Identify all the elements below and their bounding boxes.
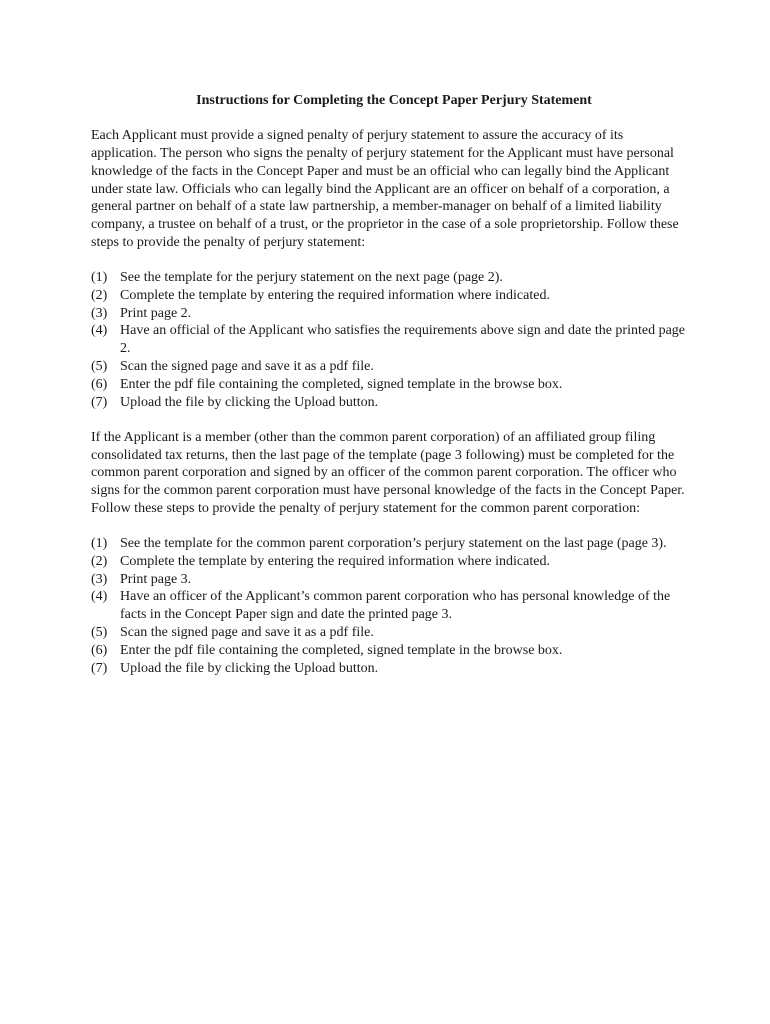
step-number: (4) (91, 589, 108, 605)
list-item (91, 358, 691, 376)
list-item (91, 287, 691, 305)
step-number: (4) (91, 323, 108, 339)
list-item (91, 322, 691, 358)
step-text: Upload the file by clicking the Upload button. (120, 394, 379, 410)
step-text: Have an officer of the Applicant’s common parent corporation who has personal knowledge of the facts in the Concept Paper sign and date the printed page 3. (120, 589, 671, 623)
step-text: Complete the template by entering the required information where indicated. (120, 553, 550, 569)
step-text: Scan the signed page and save it as a pdf file. (120, 625, 374, 641)
affiliated-group-paragraph: If the Applicant is a member (other than the common parent corporation) of an affiliated group filing consolidated tax returns, then the last page of the template (page 3 following) must be completed for the common parent corporation and signed by an officer of the common parent corporation. The officer who signs for the common parent corporation must have personal knowledge of the facts in the Concept Paper. Follow these steps to provide the penalty of perjury statement for the common parent corporation: (91, 429, 685, 517)
step-text: Complete the template by entering the required information where indicated. (120, 287, 550, 303)
step-text: Print page 3. (120, 571, 192, 587)
list-item (91, 660, 691, 678)
list-item (91, 588, 691, 624)
step-number: (3) (91, 305, 108, 321)
step-number: (5) (91, 359, 108, 375)
parent-corporation-steps-list (91, 535, 691, 678)
document-title: Instructions for Completing the Concept Paper Perjury Statement (196, 93, 592, 108)
document-page (91, 92, 691, 695)
step-text: See the template for the common parent corporation’s perjury statement on the last page (page 3). (120, 535, 667, 551)
step-text: Enter the pdf file containing the completed, signed template in the browse box. (120, 376, 563, 392)
list-item (91, 376, 691, 394)
step-text: Print page 2. (120, 305, 192, 321)
step-number: (7) (91, 394, 108, 410)
step-number: (6) (91, 376, 108, 392)
step-number: (2) (91, 553, 108, 569)
list-item (91, 553, 691, 571)
step-text: Scan the signed page and save it as a pdf file. (120, 359, 374, 375)
step-number: (1) (91, 535, 108, 551)
list-item (91, 535, 691, 553)
step-text: See the template for the perjury statement on the next page (page 2). (120, 269, 503, 285)
intro-paragraph: Each Applicant must provide a signed penalty of perjury statement to assure the accuracy of its application. The person who signs the penalty of perjury statement for the Applicant must have personal knowledge of the facts in the Concept Paper and must be an official who can legally bind the Applicant under state law. Officials who can legally bind the Applicant are an officer on behalf of a corporation, a general partner on behalf of a state law partnership, a member-manager on behalf of a limited liability company, a trustee on behalf of a trust, or the proprietor in the case of a sole proprietorship. Follow these steps to provide the penalty of perjury statement: (91, 128, 679, 251)
list-item (91, 269, 691, 287)
step-text: Upload the file by clicking the Upload button. (120, 660, 379, 676)
list-item (91, 624, 691, 642)
list-item (91, 305, 691, 323)
step-number: (3) (91, 571, 108, 587)
step-text: Have an official of the Applicant who satisfies the requirements above sign and date the printed page 2. (120, 323, 686, 357)
list-item (91, 571, 691, 589)
list-item (91, 642, 691, 660)
step-number: (6) (91, 642, 108, 658)
list-item (91, 394, 691, 412)
step-number: (7) (91, 660, 108, 676)
step-number: (2) (91, 287, 108, 303)
step-number: (5) (91, 625, 108, 641)
step-number: (1) (91, 269, 108, 285)
step-text: Enter the pdf file containing the completed, signed template in the browse box. (120, 642, 563, 658)
applicant-steps-list (91, 269, 691, 412)
